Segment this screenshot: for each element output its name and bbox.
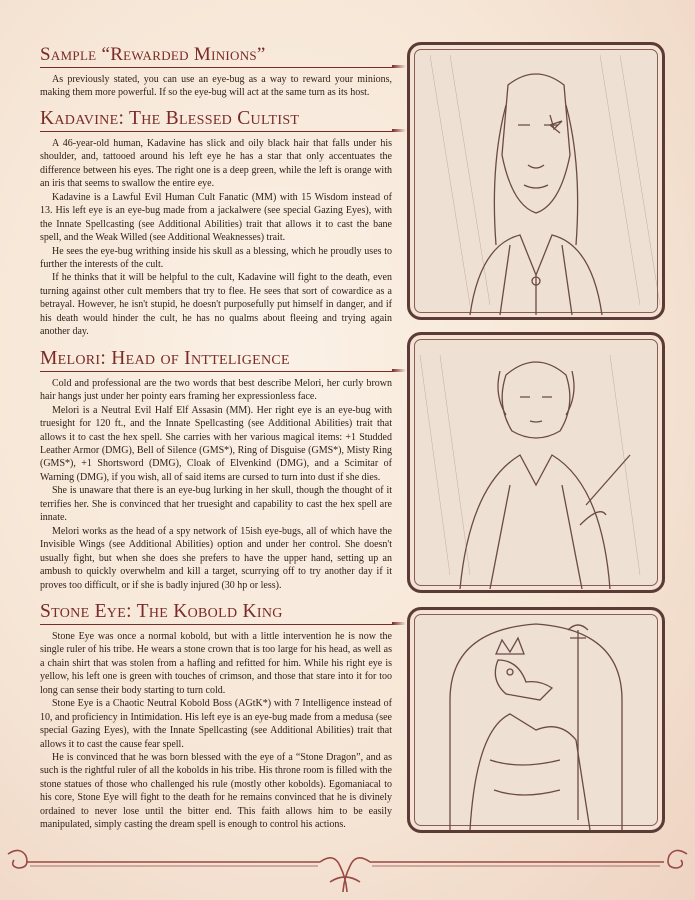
paragraph: Kadavine is a Lawful Evil Human Cult Fanatic (MM) with 15 Wisdom instead of 13. His left eye is an eye-bug made from a jackalwere (see special Gazing Eyes), with the Innate Spellcasting (see Additional Abilities) trait that allows it to cast the bane spell, and the Weak Willed (see Additional Weaknesses) trait. [40,191,392,244]
paragraph: She is unaware that there is an eye-bug lurking in her skull, though the thought of it terrifies her. She is convinced that her truesight and capability to cast the hex spell are innate. [40,485,392,524]
paragraph: Stone Eye was once a normal kobold, but with a little intervention he is now the single ruler of his tribe. He wears a stone crown that is too large for his head, as well as a chain shirt that was stolen from a hafling and refitted for him. While his right eye is yellow, his left one is green with touches of crimson, and those that stare into it for too long can sense their body starting to turn cold. [40,630,392,696]
paragraph: Melori is a Neutral Evil Half Elf Assasin (MM). Her right eye is an eye-bug with truesight for 120 ft., and the Innate Spellcasting (see Additional Abilities) trait that allows it to cast the hex spell. She carries with her various magical items: +1 Studded Leather Armor (DMG), Bell of Silence (GMS*), Ring of Disguise (GMS*), Misty Ring (GMS*), +1 Shortsword (DMG), Cloak of Elvenkind (DMG), and a Scimitar of Warning (DMG), if you wish, all of said items are cursed to turn into dust if she dies. [40,404,392,483]
kadavine-portrait [407,42,665,320]
section-stone-eye [40,601,392,832]
text-column [40,44,392,832]
stone-eye-portrait [407,607,665,833]
heading-rule [40,67,392,68]
paragraph: Stone Eye is a Chaotic Neutral Kobold Boss (AGtK*) with 7 Intelligence instead of 10, and proficiency in Intimidation. His left eye is an eye-bug made from a medusa (see special Gazing Eyes), with the Innate Spellcasting (see Additional Abilities) trait that allows it to cast the cause fear spell. [40,698,392,750]
melori-portrait [407,332,665,593]
section-kadavine [40,108,392,339]
section-melori [40,348,392,592]
heading-rule [40,131,392,132]
footer-ornament [0,842,695,900]
section-heading: Stone Eye: The Kobold King [40,600,283,622]
section-heading: Kadavine: The Blessed Cultist [40,107,300,129]
heading-rule [40,371,392,372]
paragraph: He is convinced that he was born blessed with the eye of a “Stone Dragon”, and as such is the rightful ruler of all the kobolds in his tribe. His throne room is filled with the stone statues of those who challenged his rule (mostly other kobolds). Egomaniacal to his core, Stone Eye will fight to the death for he remains convinced that he is divinely ordained to never lose until the bitter end. This faith allows him to be easily manipulated, simply casting the dream spell is enough to control his actions. [40,752,392,831]
section-heading: Sample “Rewarded Minions” [40,44,266,65]
heading-rule [40,624,392,625]
paragraph: As previously stated, you can use an eye-bug as a way to reward your minions, making them more powerful. If so the eye-bug will act at the same turn as its host. [40,74,392,99]
paragraph: Cold and professional are the two words that best describe Melori, her curly brown hair hangs just under her pointy ears framing her expressionless face. [40,377,392,403]
section-rewarded-minions [40,44,392,100]
paragraph: He sees the eye-bug writhing inside his skull as a blessing, which he proudly uses to further the interests of the cult. [40,245,392,270]
paragraph: Melori works as the head of a spy network of 15ish eye-bugs, all of which have the Invisible Wings (see Additional Abilities) option and under her control. She doesn't usually fight, but when she does she prefers to have the upper hand, setting up an ambush to quickly overwhelm and kill a target, scurrying off to try another day if it proves too difficult, or if she is badly injured (30 hp or less). [40,525,392,591]
section-heading: Melori: Head of Intteligence [40,347,290,369]
paragraph: A 46-year-old human, Kadavine has slick and oily black hair that falls under his shoulder, and, tattooed around his left eye he has a star that only accentuates the difference between his eyes. The right one is a deep green, while the left is orange with an iris that seems to swallow the entire eye. [40,137,392,190]
paragraph: If he thinks that it will be helpful to the cult, Kadavine will fight to the death, even turning against other cult members that try to flee. He sees that sort of cowardice as a betrayal. However, he isn't stupid, he doesn't purposefully put himself in danger, and if his death would hinder the cult, he has no qualms about fleeing and trying again another day. [40,272,392,338]
